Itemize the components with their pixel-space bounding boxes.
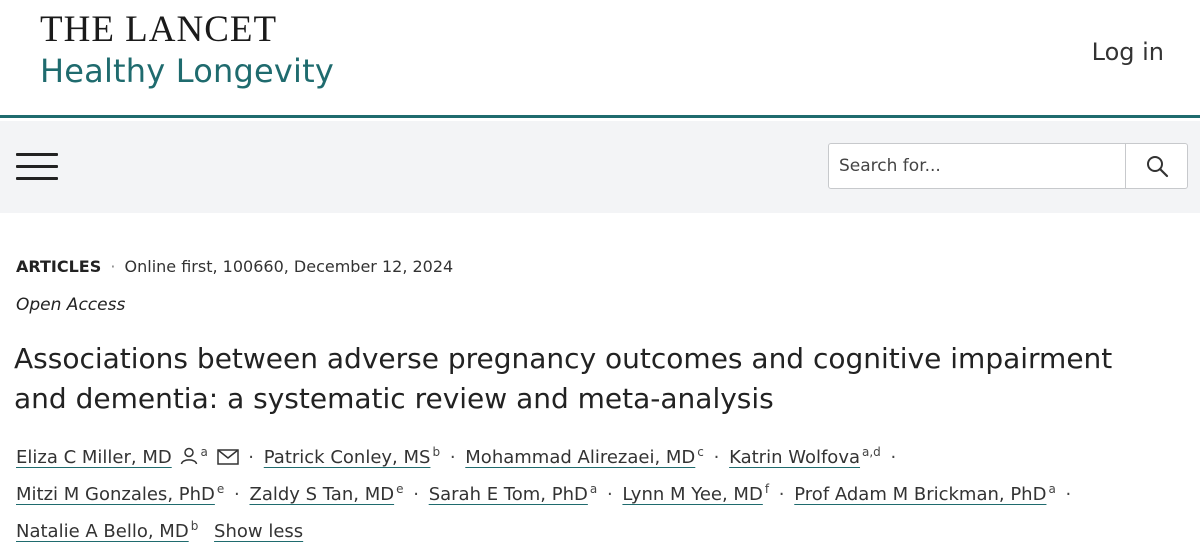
affiliation-mark[interactable]: a,d (862, 445, 881, 459)
affiliation-mark[interactable]: e (216, 482, 225, 496)
site-header (0, 0, 1200, 118)
author-item (465, 447, 709, 468)
affiliation-mark[interactable]: a (1048, 482, 1056, 496)
author-separator: · (449, 447, 456, 468)
author-item (622, 484, 774, 505)
author-name[interactable]: Natalie A Bello, MD (16, 521, 189, 542)
author-separator: · (713, 447, 720, 468)
article-title: Associations between adverse pregnancy outcomes and cognitive impairment and dementia: a systematic review and meta-analysis (14, 342, 1113, 415)
author-separator: · (890, 447, 897, 468)
meta-separator: · (110, 257, 116, 276)
author-item (429, 484, 603, 505)
author-item (249, 484, 409, 505)
author-name[interactable]: Sarah E Tom, PhD (428, 484, 588, 505)
author-name[interactable]: Prof Adam M Brickman, PhD (794, 484, 1047, 505)
author-item (16, 521, 204, 542)
affiliation-mark[interactable]: e (396, 482, 404, 496)
author-separator: · (1065, 484, 1072, 505)
author-name[interactable]: Lynn M Yee, MD (622, 484, 763, 505)
search-input[interactable] (829, 144, 1125, 188)
affiliation-mark[interactable]: b (432, 445, 441, 459)
author-name[interactable]: Mohammad Alirezaei, MD (465, 447, 696, 468)
publication-info: Online first, 100660, December 12, 2024 (124, 257, 454, 276)
author-item (794, 484, 1061, 505)
author-item (16, 447, 244, 468)
affiliation-mark[interactable]: f (764, 482, 770, 496)
login-link[interactable]: Log in (1091, 38, 1164, 66)
magnifier-icon (1145, 154, 1169, 178)
search-button[interactable] (1125, 144, 1187, 188)
envelope-icon[interactable] (217, 449, 239, 465)
author-name[interactable]: Katrin Wolfova (729, 447, 861, 468)
hamburger-menu-icon[interactable] (16, 151, 58, 183)
author-item (729, 447, 886, 468)
author-item (16, 484, 230, 505)
author-separator: · (248, 447, 255, 468)
person-icon[interactable] (180, 447, 198, 465)
open-access-label: Open Access (16, 295, 126, 315)
affiliation-mark[interactable]: a (589, 482, 598, 496)
search-box (828, 143, 1188, 189)
author-name[interactable]: Mitzi M Gonzales, PhD (16, 484, 215, 505)
affiliation-mark[interactable]: a (200, 445, 208, 459)
journal-logo-title[interactable]: Healthy Longevity (40, 52, 335, 90)
author-separator: · (234, 484, 240, 505)
show-less-link[interactable]: Show less (214, 521, 304, 542)
author-item (264, 447, 446, 468)
author-separator: · (778, 484, 785, 505)
author-separator: · (413, 484, 419, 505)
affiliation-mark[interactable]: c (697, 445, 704, 459)
article-type[interactable]: ARTICLES (16, 257, 102, 276)
author-name[interactable]: Eliza C Miller, MD (16, 447, 172, 468)
nav-bar (0, 121, 1200, 213)
article-header (0, 213, 1200, 558)
author-separator: · (606, 484, 613, 505)
author-list (16, 439, 1186, 550)
author-name[interactable]: Patrick Conley, MS (263, 447, 431, 468)
affiliation-mark[interactable]: b (190, 519, 199, 533)
author-name[interactable]: Zaldy S Tan, MD (249, 484, 395, 505)
article-meta (16, 257, 453, 276)
journal-logo-publisher[interactable]: THE LANCET (40, 9, 278, 50)
